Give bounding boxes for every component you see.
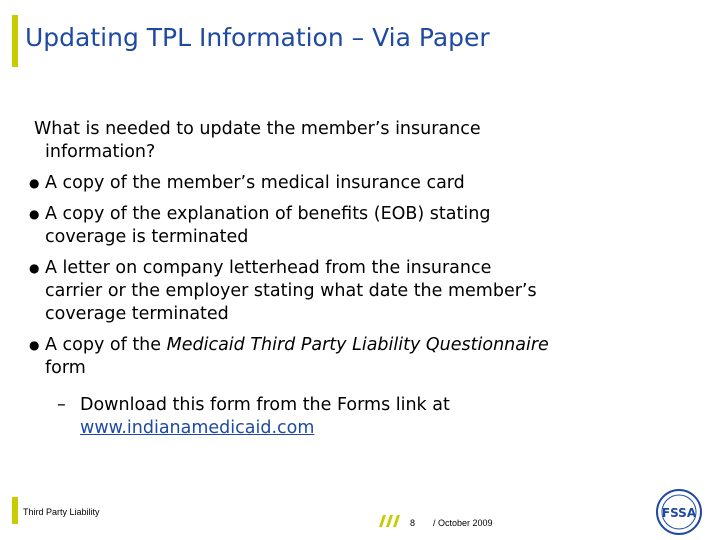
bullet-text-line-1: A letter on company letterhead from the insurance (45, 258, 492, 278)
bullet-text: A copy of the member’s medical insurance card (45, 173, 465, 193)
title-accent-bar (12, 15, 18, 67)
footer-accent-bar (12, 497, 18, 524)
logo-letters: FSSA (661, 506, 697, 520)
intro-question (34, 118, 674, 164)
bullet-text-line-2: form (45, 358, 86, 378)
bullet-insurance-card (29, 172, 674, 195)
bullet-text-line-2: carrier or the employer stating what date the member’s (45, 281, 537, 301)
intro-line-2: information? (45, 142, 156, 162)
sub-bullet-download (45, 394, 674, 440)
bullet-text-prefix: A copy of the (45, 335, 167, 355)
slide-title: Updating TPL Information – Via Paper (25, 23, 490, 52)
footer-section-label: Third Party Liability (23, 507, 100, 517)
bullet-letterhead (29, 257, 674, 326)
bullet-text-line-3: coverage terminated (45, 304, 229, 324)
bullet-eob (29, 203, 674, 249)
page-number: 8 (410, 518, 416, 528)
bullet-dot-icon: ● (29, 176, 40, 190)
slide-body (29, 118, 674, 448)
bullet-dot-icon: ● (29, 338, 40, 352)
bullet-dot-icon: ● (29, 207, 40, 221)
slashes-decoration-icon (379, 515, 401, 527)
dash-icon: – (57, 395, 66, 415)
sub-bullet-text: Download this form from the Forms link at (80, 395, 450, 415)
bullet-text-line-1: A copy of the explanation of benefits (EOB) stating (45, 204, 491, 224)
bullet-questionnaire (29, 334, 674, 440)
bullet-text-line-2: coverage is terminated (45, 227, 249, 247)
indianamedicaid-link[interactable]: www.indianamedicaid.com (80, 418, 315, 438)
footer-date: / October 2009 (433, 518, 493, 528)
intro-line-1: What is needed to update the member’s insurance (34, 119, 481, 139)
fssa-seal-logo (655, 488, 703, 536)
bullet-dot-icon: ● (29, 261, 40, 275)
questionnaire-title: Medicaid Third Party Liability Questionnaire (166, 335, 549, 355)
